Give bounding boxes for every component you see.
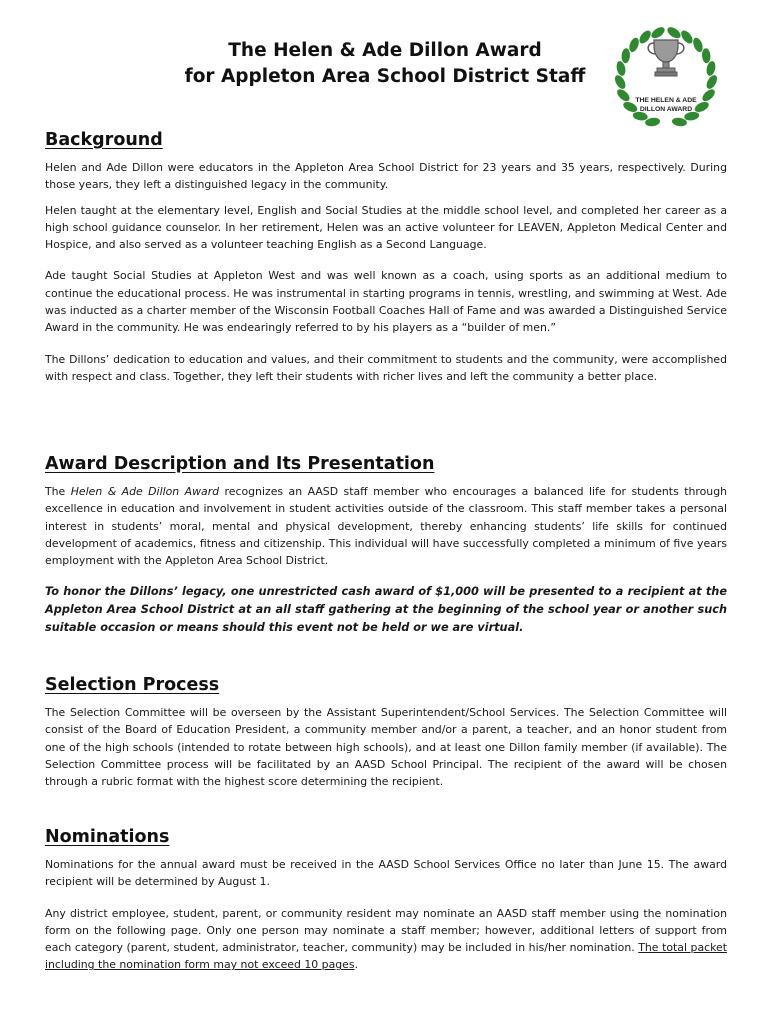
laurel-leaf: [621, 48, 630, 64]
laurel-leaf: [649, 25, 666, 40]
background-paragraph-1: Helen and Ade Dillon were educators in the Appleton Area School District for 23 years and 35 years, respectively. During those years, they left a distinguished legacy in the community.: [45, 161, 727, 192]
nominations-heading: Nominations: [45, 827, 170, 847]
logo-text-line-1: THE HELEN & ADE: [635, 97, 697, 104]
award-paragraph-1: [45, 483, 727, 569]
award-description-section: [45, 453, 727, 650]
background-heading: Background: [45, 130, 163, 150]
trophy-icon: [648, 40, 684, 76]
logo-text-line-2: DILLON AWARD: [639, 106, 693, 113]
background-paragraph-4: The Dillons’ dedication to education and values, and their commitment to students and the community, were accomplished with respect and class. Together, they left their students with richer lives and left the community a better place.: [45, 352, 727, 383]
document-title: [150, 38, 620, 90]
award-name-italic: Helen & Ade Dillon Award: [70, 485, 220, 498]
selection-paragraph: The Selection Committee will be overseen by the Assistant Superintendent/School Services. The Selection Committee will consist of the Board of Education President, a community member and/or a parent, a teacher, and an honor student from one of the high schools (intended to rotate between high schools), and at least one Dillon family member (if available). The Selection Committee process will be facilitated by an AASD School Principal. The recipient of the award will be chosen through a rubric format with the highest score determining the recipient.: [45, 706, 727, 789]
laurel-leaf: [615, 87, 632, 103]
nominations-text-end: .: [354, 958, 359, 972]
laurel-leaf: [702, 48, 711, 64]
background-paragraph-3: Ade taught Social Studies at Appleton West and was well known as a coach, using sports as an additional medium to continue the educational process. He was instrumental in starting programs in tennis, wrestling, and swimming at West. Ade was inducted as a charter member of the Wisconsin Football Coaches Hall of Fame and was awarded a Distinguished Service Award in the community. He was endearingly referred to by his players as a “builder of men.”: [45, 269, 727, 335]
award-heading: Award Description and Its Presentation: [45, 454, 435, 474]
laurel-leaf: [627, 36, 640, 53]
award-honor-statement: To honor the Dillons’ legacy, one unrestricted cash award of $1,000 will be presented to a recipient at the Appleton Area School District at an all staff gathering at the beginning of the school year or another such suitable occasion or means should this event not be held or we are virtual.: [45, 585, 727, 634]
nominations-paragraph-1: Nominations for the annual award must be received in the AASD School Services Office no later than June 15. The award recipient will be determined by August 1.: [45, 858, 727, 889]
award-logo: [612, 22, 720, 132]
title-line-2: for Appleton Area School District Staff: [184, 66, 586, 87]
laurel-leaf: [691, 36, 704, 53]
selection-heading: Selection Process: [45, 675, 220, 695]
title-line-1: The Helen & Ade Dillon Award: [228, 40, 542, 61]
laurel-leaf: [704, 73, 719, 90]
background-section: [45, 129, 727, 399]
laurel-leaf: [613, 73, 628, 90]
award-text-rest: recognizes an AASD staff member who encourages a balanced life for students through excellence in education and involvement in student activities outside of the classroom. This staff member takes a personal interest in students’ moral, mental and physical development, thereby enhancing students’ life skills for continued development of academics, fitness and citizenship. This individual will have successfully completed a minimum of five years employment with the Appleton Area School District.: [45, 485, 728, 568]
laurel-leaf: [665, 25, 682, 40]
nominations-section: [45, 826, 727, 988]
laurel-leaf: [700, 87, 717, 103]
award-text-start: The: [45, 485, 71, 498]
selection-process-section: [45, 674, 727, 804]
background-paragraph-2: Helen taught at the elementary level, English and Social Studies at the middle school level, and completed her career as a high school guidance counselor. In her retirement, Helen was an active volunteer for LEAVEN, Appleton Medical Center and Hospice, and also served as a volunteer teaching English as a Second Language.: [45, 203, 727, 252]
page-limit-underlined: The total packet including the nomination form may not exceed 10 pages: [45, 941, 727, 972]
nominations-text: Any district employee, student, parent, or community resident may nominate an AASD staff member using the nomination form on the following page. Only one person may nominate a staff member; however, additional letters of support from each category (parent, student, administrator, teacher, community) may be included in his/her nomination.: [45, 906, 727, 955]
nominations-paragraph-2: [45, 905, 727, 974]
